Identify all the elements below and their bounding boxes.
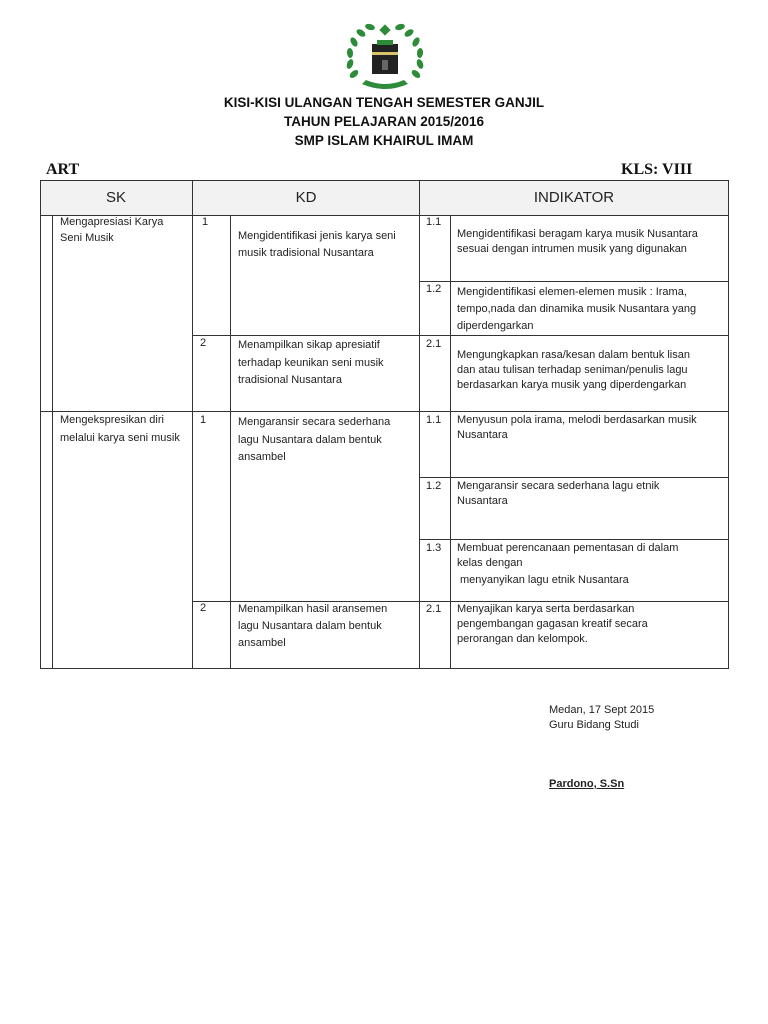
indikator-cell: Mengidentifikasi elemen-elemen musik : Irama, tempo,nada dan dinamika musik Nusantara yang diperdengarkan <box>457 286 697 332</box>
kd-cell: Menampilkan hasil aransemen lagu Nusantara dalam bentuk ansambel <box>238 603 388 649</box>
indikator-cell-continuation: menyanyikan lagu etnik Nusantara <box>460 574 629 586</box>
indikator-number: 1.1 <box>426 216 442 228</box>
kd-number: 2 <box>200 602 207 614</box>
signature-role: Guru Bidang Studi <box>549 719 639 731</box>
header-kd: KD <box>193 181 419 215</box>
indikator-number: 2.1 <box>426 603 442 615</box>
kd-cell: Mengidentifikasi jenis karya seni musik tradisional Nusantara <box>238 230 396 259</box>
kd-number: 2 <box>200 337 207 349</box>
indikator-cell: Membuat perencanaan pementasan di dalam kelas dengan <box>457 542 679 569</box>
indikator-number: 1.2 <box>426 480 442 492</box>
kd-cell: Mengaransir secara sederhana lagu Nusantara dalam bentuk ansambel <box>238 416 391 463</box>
school-name: SMP ISLAM KHAIRUL IMAM <box>294 133 474 148</box>
document-title: KISI-KISI ULANGAN TENGAH SEMESTER GANJIL <box>223 95 545 110</box>
indikator-number: 1.2 <box>426 283 442 295</box>
header-indikator: INDIKATOR <box>420 181 728 215</box>
school-logo-emblem <box>342 22 428 94</box>
sk-cell: Mengekspresikan diri melalui karya seni musik <box>60 414 180 444</box>
kd-number: 1 <box>200 414 207 426</box>
indikator-cell: Menyajikan karya serta berdasarkan pengembangan gagasan kreatif secara perorangan dan kelompok. <box>457 603 648 645</box>
subject-label: ART <box>46 161 80 178</box>
indikator-cell: Mengidentifikasi beragam karya musik Nusantara sesuai dengan intrumen musik yang digunakan <box>457 228 698 255</box>
header-sk: SK <box>40 181 192 215</box>
sk-cell: Mengapresiasi Karya Seni Musik <box>60 216 164 244</box>
indikator-number: 1.1 <box>426 414 442 426</box>
indikator-cell: Menyusun pola irama, melodi berdasarkan musik Nusantara <box>457 414 697 441</box>
indikator-number: 1.3 <box>426 542 442 554</box>
indikator-number: 2.1 <box>426 338 442 350</box>
signature-date: Medan, 17 Sept 2015 <box>549 704 655 716</box>
kd-number: 1 <box>202 216 209 228</box>
indikator-cell: Mengungkapkan rasa/kesan dalam bentuk lisan dan atau tulisan terhadap seniman/penulis lagu berdasarkan karya musik yang diperdengarkan <box>457 349 690 391</box>
signature-name: Pardono, S.Sn <box>549 778 625 790</box>
academic-year: TAHUN PELAJARAN 2015/2016 <box>283 114 485 129</box>
class-label: KLS: VIII <box>621 161 693 178</box>
indikator-cell: Mengaransir secara sederhana lagu etnik Nusantara <box>457 480 660 507</box>
kd-cell: Menampilkan sikap apresiatif terhadap keunikan seni musik tradisional Nusantara <box>238 339 384 386</box>
